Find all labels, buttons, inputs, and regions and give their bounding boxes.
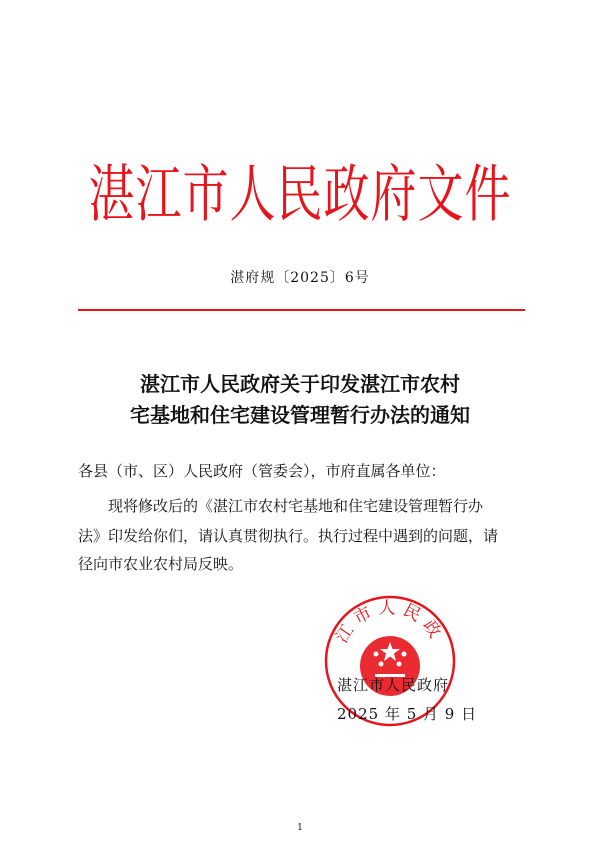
heading-line-2: 宅基地和住宅建设管理暂行办法的通知 <box>130 403 470 427</box>
document-number: 湛府规〔2025〕6号 <box>230 270 370 286</box>
signature: 湛江市人民政府 <box>337 676 450 694</box>
issue-date: 2025 年 5 月 9 日 <box>337 705 478 723</box>
red-divider <box>78 309 525 311</box>
document-masthead: 湛江市人民政府文件 <box>88 157 512 231</box>
salutation: 各县（市、区）人民政府（管委会），市府直属各单位： <box>78 462 446 480</box>
heading-line-1: 湛江市人民政府关于印发湛江市农村 <box>140 372 460 396</box>
body-line-3: 径向市农业农村局反映。 <box>78 555 244 573</box>
page-number: 1 <box>297 823 303 833</box>
svg-text:江市人民政: 江市人民政 <box>332 598 448 647</box>
body-line-2: 法》印发给你们，请认真贯彻执行。执行过程中遇到的问题，请 <box>78 527 499 545</box>
body-line-1: 现将修改后的《湛江市农村宅基地和住宅建设管理暂行办 <box>108 497 484 515</box>
